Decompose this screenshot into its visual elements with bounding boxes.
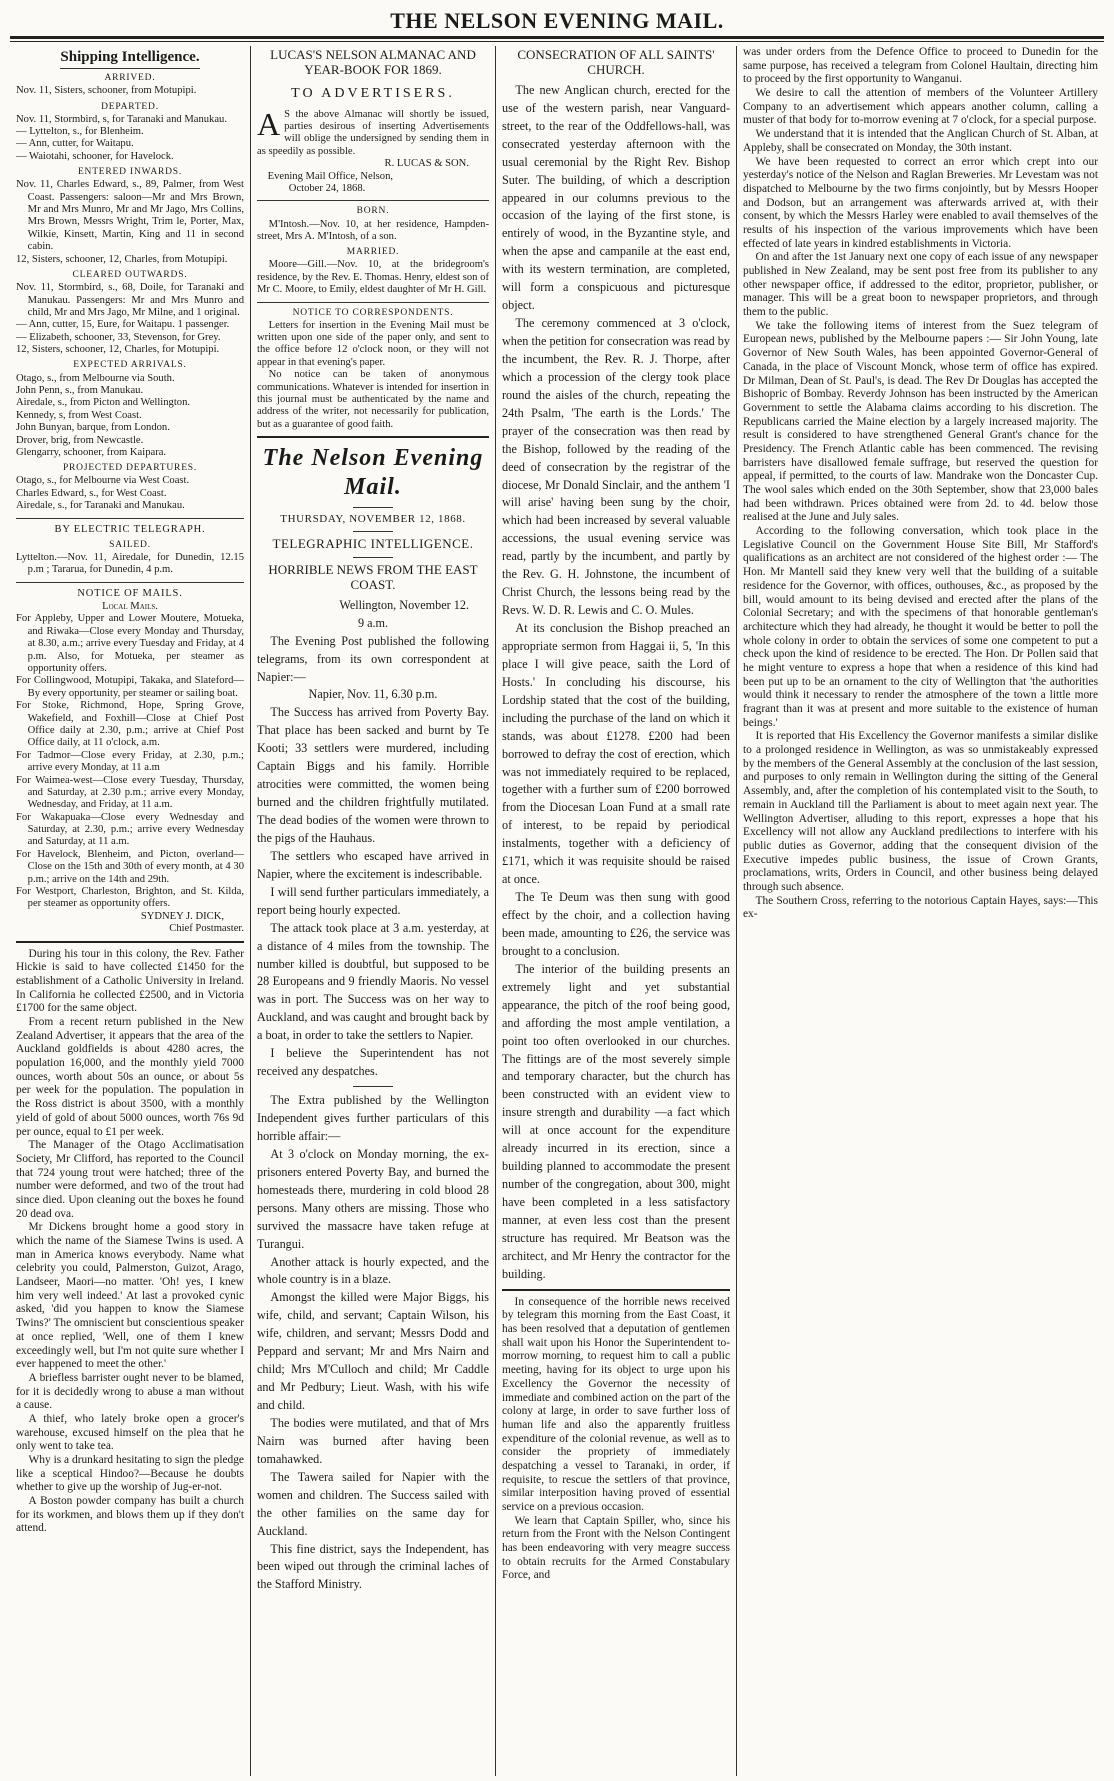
consecration-heading: CONSECRATION OF ALL SAINTS' CHURCH. xyxy=(517,47,715,77)
projected-item: Airedale, s., for Taranaki and Manukau. xyxy=(16,500,185,512)
expected-item: Drover, brig, from Newcastle. xyxy=(16,434,144,446)
cleared-item: — Elizabeth, schooner, 33, Stevenson, for Grey. xyxy=(16,331,221,343)
paper-title: The Nelson Evening Mail. xyxy=(262,445,484,500)
born-entry: M'Intosh.—Nov. 10, at her residence, Hampden-street, Mrs A. M'Intosh, of a son. xyxy=(257,218,489,242)
napier-line: Napier, Nov. 11, 6.30 p.m. xyxy=(308,687,438,702)
expected-item: John Penn, s., from Manukau. xyxy=(16,384,144,396)
shipping-title: Shipping Intelligence. xyxy=(60,48,199,69)
paragraph: The Southern Cross, referring to the notorious Captain Hayes, says:—This ex- xyxy=(743,894,1098,921)
paragraph: Mr Dickens brought home a good story in which the name of the Siamese Twins is used. A man in America knows everybody. Name what celebrity you could, Palmerston, Guizot, Arago, Landseer, Maori—no matter. 'Oh! yes, I knew him very well indeed.' At last a provoked cynic asked, 'did you happen to know the Siamese Twins?' The omniscient but conscientious speaker at once replied, 'Well, one of them I knew exceedingly well, but I'm not quite sure whether I ever happened to meet the other.' xyxy=(16,1221,244,1371)
married-entry: Moore—Gill.—Nov. 10, at the bridegroom's residence, by the Rev. E. Thomas. Henry, eldest son of Mr C. Moore, to Emily, eldest daughter of Mr H. Gill. xyxy=(257,259,489,296)
paragraph: We take the following items of interest from the Suez telegram of European news, published by the Melbourne papers :— Sir John Young, late Governor of New South Wales, has been appointed Governor-General of Canada, in the place of Viscount Monck, whose term of office has expired. Dr Milman, Dean of St. Paul's, is dead. The Rev Dr Douglas has accepted the Bishopric of Bombay. Reverdy Johnson has been instructed by the American Government to settle the Alabama claims according to his discretion. The Republicans carried the Maine election by a largely increased majority. The result is considered to have strengthened General Grant's chance for the Presidency. The French Atlantic cable has been commenced. The revising barristers have disallowed female suffrage, but reserved the question for appeal, if permitted, to the courts of law. Mandrake won the Doncaster Cup. The wool sales which ended on the 30th September, show that 23,000 bales had been withdrawn. Prices obtained were from 2d. to 4d. below those realised at the June and July sales. xyxy=(743,319,1098,524)
expected-item: Otago, s., from Melbourne via South. xyxy=(16,372,175,384)
telegraphic-section xyxy=(257,537,489,1594)
paragraph: At 3 o'clock on Monday morning, the ex-prisoners entered Poverty Bay, and burned the homesteads there, murdering in cold blood 28 persons. Many others are missing. Those who survived the massacre have taken refuge at Turangui. xyxy=(257,1146,489,1251)
column-4 xyxy=(736,46,1104,1776)
cleared-heading: CLEARED OUTWARDS. xyxy=(72,270,188,281)
mail-item: For Tadmor—Close every Friday, at 2.30, p.m.; arrive every Monday, at 11 a.m xyxy=(16,749,244,774)
telegraphic-heading: TELEGRAPHIC INTELLIGENCE. xyxy=(272,535,474,551)
entered-item: Nov. 11, Charles Edward, s., 89, Palmer, from West Coast. Passengers: saloon—Mr and Mrs Brown, Mr and Mrs Munro, Mr and Mr Jago, Mrs Collins, Mrs Brown, Messrs Wright, Trim le, Porter, Max, Wilkie, Kinsett, Martin, King and 11 in second cabin. xyxy=(16,179,244,253)
departed-heading: DEPARTED. xyxy=(101,101,159,112)
mail-item: For Westport, Charleston, Brighton, and St. Kilda, per steamer as opportunity offers. xyxy=(16,886,244,910)
paragraph: From a recent return published in the New Zealand Advertiser, it appears that the area of the Auckland goldfields is about 4280 acres, the population 16,000, and the monthly yield 7000 ounces, worth about 50s an ounce, or about 5s per week for the population. The population in the Ross district is about 3500, with a monthly yield of gold of about 5000 ounces, worth 76s 9d per ounce, equal to £1 per week. xyxy=(16,1016,244,1138)
mail-item: For Stoke, Richmond, Hope, Spring Grove, Wakefield, and Foxhill—Close at Chief Post Office daily at 2.30, p.m.; arrive at Chief Post Office daily, at 11 o'clock, a.m. xyxy=(16,700,244,749)
mail-item: For Appleby, Upper and Lower Moutere, Motueka, and Riwaka—Close every Monday and Thursday, at 8.30, a.m.; arrive every Tuesday and Friday, at 4 p.m. Also, for Motueka, per steamer as opportunity offers. xyxy=(16,613,244,674)
paragraph: The new Anglican church, erected for the use of the western parish, near Vanguard-street, to the rear of the Oddfellows-hall, was consecrated yesterday afternoon with the usual ceremonial by the Right Rev. Bishop Suter. The building, of which a description appeared in our columns previous to the occasion of the laying of the first stone, is entirely of wood, in the Byzantine style, and when the apse and campanile at the east end, with its western termination, are completed, will form a conspicuous and picturesque object. xyxy=(502,82,730,313)
divider xyxy=(257,302,489,303)
paragraph: The Te Deum was then sung with good effect by the choir, and a collection having been made, amounting to £26, the service was brought to a conclusion. xyxy=(502,890,730,958)
departed-item: — Lyttelton, s., for Blenheim. xyxy=(16,126,144,137)
news-heading: HORRIBLE NEWS FROM THE EAST COAST. xyxy=(268,561,478,592)
divider xyxy=(353,507,393,508)
departed-item: — Ann, cutter, for Waitapu. xyxy=(16,138,134,150)
paragraph: The Success has arrived from Poverty Bay. That place has been sacked and burnt by Te Kooti; 33 settlers were murdered, including Captain Biggs and his family. Horrible atrocities were committed, the women being burned and the children frightfully mutilated. The dead bodies of the women were thrown to the pigs of the Hauhaus. xyxy=(257,705,489,845)
divider xyxy=(353,531,393,532)
paper-date: THURSDAY, NOVEMBER 12, 1868. xyxy=(280,512,466,525)
paragraph: was under orders from the Defence Office to proceed to Dunedin for the same purpose, has received a telegram from Colonel Haultain, directing him to proceed by the first opportunity to Wanganui. xyxy=(743,46,1098,86)
paragraph: The attack took place at 3 a.m. yesterday, at a distance of 4 miles from the township. The number killed is doubtful, but supposed to be 28 Europeans and 9 friendly Maoris. No vessel was in port. The Success was on her way to Auckland, and was caught and brought back by a boat, in order to take the settlers to Napier. xyxy=(257,920,489,1043)
paragraph: It is reported that His Excellency the Governor manifests a similar dislike to a prolonged residence in Wellington, as was so unmistakeably expressed by the members of the General Assembly at the conclusion of the last session, and purposes to only remain in Wellington during the sitting of the General Assembly, and, after the completion of his contemplated visit to the South, to remain in Auckland till the Parliament is about to meet again next year. The Wellington Advertiser, alluding to this report, expresses a hope that his Excellency will not allow any Auckland predilections to interfere with his public duties as Governor, adding that the consequent division of the Executive impedes public business, the issue of Crown Grants, proclamations, writs, Orders in Council, and other business being delayed through such absence. xyxy=(743,730,1098,893)
paragraph: Amongst the killed were Major Biggs, his wife, child, and servant; Captain Wilson, his wife, children, and servant; Messrs Dodd and Peppard and servant; Mr and Mrs Nairn and child; Mrs M'Culloch and child; Mr Caddle and Mr Pedbury; Lieut. Wash, with his wife and child. xyxy=(257,1290,489,1413)
married-heading: MARRIED. xyxy=(346,247,400,258)
correspondents-text: No notice can be taken of anonymous communications. Whatever is intended for insertion in this journal must be authenticated by the name and address of the writer, not necessarily for publication, but as a guarantee of good faith. xyxy=(257,369,489,430)
mail-item: For Wakapuaka—Close every Wednesday and Saturday, at 2.30, p.m.; arrive every Wednesday and Saturday, at 11 a.m. xyxy=(16,811,244,848)
expected-item: Kennedy, s, from West Coast. xyxy=(16,409,142,421)
masthead: THE NELSON EVENING MAIL. xyxy=(390,8,724,33)
almanac-signature: R. LUCAS & SON. xyxy=(384,158,469,170)
expected-item: Glengarry, schooner, from Kaipara. xyxy=(16,446,167,458)
cleared-item: Nov. 11, Stormbird, s., 68, Doile, for Taranaki and Manukau. Passengers: Mr and Mrs Munro and child, Mr and Mrs Jago, Mr Milne, and 1 original. xyxy=(16,282,244,318)
born-heading: BORN. xyxy=(356,206,390,217)
paragraph: We desire to call the attention of members of the Volunteer Artillery Company to an advertisement which appears another column, calling a muster of that body for to-morrow evening at 7 o'clock, for a special purpose. xyxy=(743,87,1098,127)
paragraph: On and after the 1st January next one copy of each issue of any newspaper published in New Zealand, may be sent post free from its publisher to any other newspaper office, if addressed to the editor, proprietor, publisher, or manager. This will be a great boon to newspaper proprietors, and through them to the public. xyxy=(743,251,1098,319)
paragraph: This fine district, says the Independent, has been wiped out through the criminal laches of the Stafford Ministry. xyxy=(257,1541,489,1592)
mail-item: For Collingwood, Motupipi, Takaka, and Slateford—By every opportunity, per steamer or sailing boat. xyxy=(16,675,244,699)
notice-of-mails xyxy=(16,588,244,936)
paragraph: The Evening Post published the following telegrams, from its own correspondent at Napier:— xyxy=(257,633,489,684)
shipping-intelligence xyxy=(16,73,244,577)
departed-item: Nov. 11, Stormbird, s, for Taranaki and Manukau. xyxy=(16,113,227,125)
notice-to-correspondents xyxy=(257,308,489,432)
mail-item: For Waimea-west—Close every Tuesday, Thursday, and Saturday, at 2.30 p.m.; arrive every Monday, Wednesday, and Friday, at 11 a.m. xyxy=(16,774,244,811)
divider xyxy=(502,1289,730,1291)
masthead-rule xyxy=(10,36,1104,42)
divider xyxy=(257,200,489,201)
paragraph: A thief, who lately broke open a grocer's warehouse, excused himself on the plea that he only went to take tea. xyxy=(16,1412,244,1453)
paragraph: The settlers who escaped have arrived in Napier, where the excitement is indescribable. xyxy=(257,848,489,881)
drop-cap: A xyxy=(257,105,281,142)
sailed-heading: SAILED. xyxy=(109,539,151,550)
column-1 xyxy=(10,46,250,1776)
entered-heading: ENTERED INWARDS. xyxy=(77,167,183,178)
divider xyxy=(257,436,489,438)
paragraph: We understand that it is intended that the Anglican Church of St. Alban, at Appleby, shall be consecrated on Monday, the 30th instant. xyxy=(743,128,1098,154)
advertisers-heading: TO ADVERTISERS. xyxy=(291,85,455,101)
paragraph: I believe the Superintendent has not received any despatches. xyxy=(257,1046,489,1079)
paragraph: During his tour in this colony, the Rev. Father Hickie is said to have collected £1450 for the establishment of a Catholic University in Ireland. In California he collected £2500, and in Victoria £1700 for the same object. xyxy=(16,947,244,1015)
almanac-text: S the above Almanac will shortly be issued, parties desirous of inserting Advertisements will oblige the undersigned by sending them in as speedily as possible. xyxy=(257,108,489,157)
almanac-office: Evening Mail Office, Nelson, xyxy=(267,170,394,182)
entered-item: 12, Sisters, schooner, 12, Charles, from Motupipi. xyxy=(16,253,228,265)
cleared-item: — Ann, cutter, 15, Eure, for Waitapu. 1 passenger. xyxy=(16,319,230,331)
paragraphs xyxy=(502,1296,730,1583)
mail-item: For Havelock, Blenheim, and Picton, overland—Close on the 15th and 30th of every month, at 4 30 p.m.; arrive on the 14th and 29th. xyxy=(16,848,244,885)
divider xyxy=(16,941,244,943)
almanac-date: October 24, 1868. xyxy=(288,183,366,195)
paragraph: Why is a drunkard hesitating to sign the pledge like a sceptical Hindoo?—Because he doubts whether to give up the worship of Jug-er-not. xyxy=(16,1454,244,1494)
paragraph: The Extra published by the Wellington Independent gives further particulars of this horrible affair:— xyxy=(257,1093,489,1143)
signature-title: Chief Postmaster. xyxy=(169,923,244,935)
columns xyxy=(10,46,1104,1776)
paragraph: In consequence of the horrible news received by telegram this morning from the East Coast, it has been resolved that a deputation of gentlemen shall wait upon his Honor the Superintendent to-morrow morning, to request him to call a public meeting, having for its object to urge upon his Excellency the Governor the necessity of immediate and combined action on the part of the colony at large, in order to save further loss of human life and also the apparently fruitless expenditure of the colonial revenue, as well as to consider the propriety of immediately despatching a vessel to Taranaki, in order, if requisite, to rescue the settlers of that province, similar interposition having proved of essential service on a previous occasion. xyxy=(502,1295,730,1513)
signature: SYDNEY J. DICK, xyxy=(140,910,224,922)
expected-heading: EXPECTED ARRIVALS. xyxy=(73,360,187,371)
paragraph: A Boston powder company has built a church for its workmen, and blows them up if they don't attend. xyxy=(16,1495,244,1535)
cleared-item: 12, Sisters, schooner, 12, Charles, for Motupipi. xyxy=(16,344,220,356)
paragraph: The bodies were mutilated, and that of Mrs Nairn was burned after having been tomahawked. xyxy=(257,1415,489,1466)
births-marriages xyxy=(257,206,489,296)
mails-subheading: Local Mails. xyxy=(102,601,158,613)
correspondents-heading: NOTICE TO CORRESPONDENTS. xyxy=(292,307,454,318)
projected-item: Otago, s., for Melbourne via West Coast. xyxy=(16,475,190,487)
paragraph: A briefless barrister ought never to be blamed, for it is decidedly wrong to abuse a man without a cause. xyxy=(16,1371,244,1412)
sailed-item: Lyttelton.—Nov. 11, Airedale, for Dunedin, 12.15 p.m ; Tararua, for Dunedin, 4 p.m. xyxy=(16,551,244,576)
paragraph: Another attack is hourly expected, and the whole country is in a blaze. xyxy=(257,1254,489,1287)
paragraph: We learn that Captain Spiller, who, since his return from the Front with the Nelson Contingent has been endeavoring with very meagre success to obtain recruits for the Armed Constabulary Force, and xyxy=(502,1514,730,1582)
almanac-heading: LUCAS'S NELSON ALMANAC AND YEAR-BOOK FOR 1869. xyxy=(270,47,476,77)
paragraph: The ceremony commenced at 3 o'clock, when the petition for consecration was read by the incumbent, the Rev. R. J. Thorpe, after which a procession of the clergy took place round the aisles of the church, repeating the 24th Psalm, 'The earth is the Lords.' The prayer of the consecration was then read by the Bishop, followed by the reading of the deed of consecration by the registrar of the diocese, Mr Donald Sinclair, and the anthem 'I will arise' having been sung by the choir, which had been increased by several valuable accessions, the usual evening service was read, partly by the incumbent, and partly by the Rev. G. H. Johnstone, the incumbent of Christ Church, the lessons being read by the Revs. W. D. R. Lewis and C. O. Mules. xyxy=(502,316,730,618)
almanac-notice xyxy=(257,105,489,196)
paragraph: According to the following conversation, which took place in the Legislative Council on the Government House Site Bill, Mr Stafford's qualifications as an architect are not considered of the highest order :— The Hon. Mr Mantell said they knew very well that the building of a suitable residence for the Governor, with offices, outhouses, &c., as proposed by the bill, would amount to its being devised and erected after the plans of the Colonial Secretary; and with the specimens of that honorable gentleman's architecture which they had already, he thought it would be better to poll the whole colony in order to obtain the services of some one competent to put a check upon the kind of residence to be erected. The Hon. Dr Pollen said that he might venture to express a hope that when a residence of this kind had been put up to be an ornament to the city of Wellington that 'the authorities would think it necessary to render the atmosphere of the town a little more fragrant than it was at present and more suitable to the existence of human beings.' xyxy=(743,525,1098,729)
paragraphs xyxy=(16,948,244,1537)
projected-heading: PROJECTED DEPARTURES. xyxy=(62,463,198,474)
expected-item: John Bunyan, barque, from London. xyxy=(16,422,170,434)
arrived-item: Nov. 11, Sisters, schooner, from Motupipi. xyxy=(16,85,197,97)
expected-item: Airedale, s., from Picton and Wellington. xyxy=(16,397,191,409)
projected-item: Charles Edward, s., for West Coast. xyxy=(16,487,167,499)
column-3 xyxy=(495,46,736,1776)
telegraph-heading: BY ELECTRIC TELEGRAPH. xyxy=(54,523,206,535)
paragraph: At its conclusion the Bishop preached an appropriate sermon from Haggai ii, 5, 'In this place I will give peace, saith the Lord of Hosts.' In concluding his discourse, his Lordship stated that the cost of the building, including the purchase of the land on which it stands, was about £1278. £200 had been borrowed to defray the cost of erection, which was not immediately required to be replaced, together with a further sum of £200 borrowed from the Diocesan Loan Fund at a small rate of interest, to be repaid by periodical instalments, together with a deficiency of £171, which it was requisite should be raised at once. xyxy=(502,621,730,887)
divider xyxy=(16,518,244,519)
paragraph: The Tawera sailed for Napier with the women and children. The Success sailed with the other families on the same day for Auckland. xyxy=(257,1469,489,1538)
divider xyxy=(16,582,244,583)
paragraph: We have been requested to correct an error which crept into our yesterday's notice of the Nelson and Raglan Breweries. Mr Levestam was not dispatched to Melbourne by the two firms conjointly, but by Messrs Hooper and Dodson, but an arrangement was afterwards arrived at, with their consent, by which the Messrs Harley were enabled to avail themselves of the results of his inspection of the various improvements which have been effected of late years in kindred establishments in Victoria. xyxy=(743,155,1098,250)
news-time: 9 a.m. xyxy=(357,615,389,630)
correspondents-text: Letters for insertion in the Evening Mail must be written upon one side of the paper only, and sent to the office before 12 o'clock noon, or they will not appear in that evening's paper. xyxy=(257,319,489,368)
paragraph: The Manager of the Otago Acclimatisation Society, Mr Clifford, has reported to the Council that 724 young trout were hatched; three of the number were deformed, and two of the trout had since died. Upon cleaning out the boxes he found 20 dead ova. xyxy=(16,1139,244,1220)
consecration-article xyxy=(502,82,730,1284)
arrived-heading: ARRIVED. xyxy=(104,73,156,83)
departed-item: — Waiotahi, schooner, for Havelock. xyxy=(16,150,174,162)
mails-heading: NOTICE OF MAILS. xyxy=(77,587,183,599)
paragraph: I will send further particulars immediately, a report being hourly expected. xyxy=(257,884,489,917)
paragraph: The interior of the building presents an extremely light and yet substantial appearance, the pitch of the roof being good, and affording the most ample ventilation, a point too often overlooked in our churches. The fittings are of the most severely simple and temporary character, but the church has been constructed with an evident view to insure strength and durability —a fact which will at once account for the expenditure already incurred in its erection, since a building planned to accommodate the present number of the congregation, about 300, might have been completed in a less satisfactory manner, at even less cost than the present structure has required. Mr Beatson was the architect, and Mr Henry the contractor for the building. xyxy=(502,961,730,1281)
column-2 xyxy=(250,46,495,1776)
divider xyxy=(353,557,393,558)
divider xyxy=(353,1086,393,1087)
news-place: Wellington, November 12. xyxy=(339,597,469,612)
